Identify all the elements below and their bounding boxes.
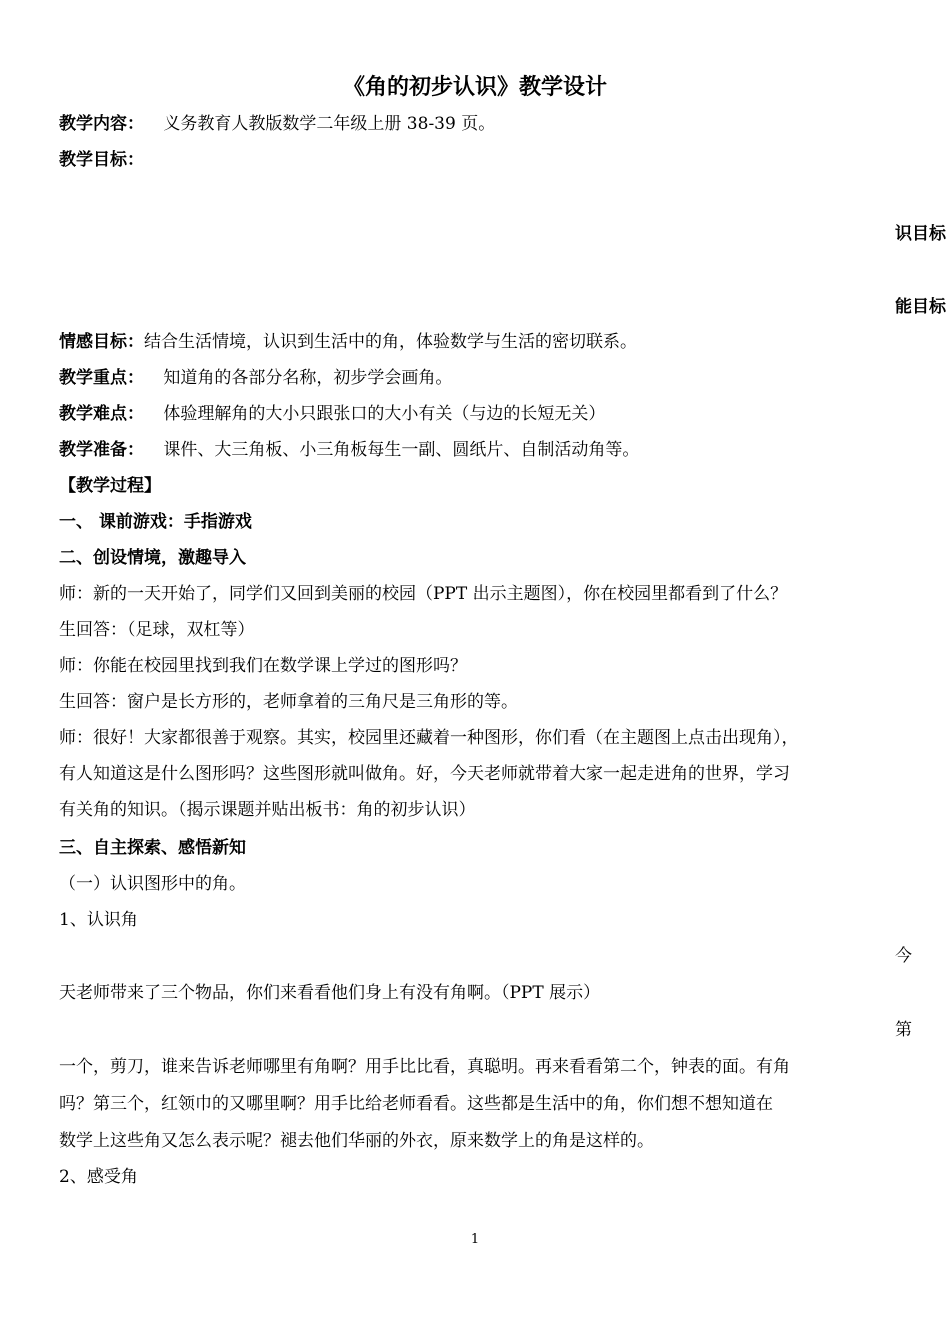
emotion-line — [59, 331, 637, 353]
difficulty-line — [59, 403, 605, 425]
section-heading-1: 一、 课前游戏：手指游戏 — [59, 512, 252, 532]
paragraph-line: 一个，剪刀，谁来告诉老师哪里有角啊？用手比比看，真聪明。再来看看第二个，钟表的面。有角 — [59, 1057, 790, 1077]
focus-line — [59, 367, 452, 389]
section-heading-3: 三、自主探索、感悟新知 — [59, 838, 246, 858]
process-heading: 【教学过程】 — [59, 476, 161, 496]
paragraph-line: 有关角的知识。（揭示课题并贴出板书：角的初步认识） — [59, 800, 476, 820]
page-number: 1 — [470, 1232, 480, 1247]
paragraph-line: 数学上这些角又怎么表示呢？褪去他们华丽的外衣，原来数学上的角是这样的。 — [59, 1131, 654, 1151]
item-heading-1: 1、认识角 — [59, 910, 138, 930]
emotion-text: 结合生活情境，认识到生活中的角，体验数学与生活的密切联系。 — [144, 332, 637, 352]
dialogue-line: 师：新的一天开始了，同学们又回到美丽的校园（PPT 出示主题图），你在校园里都看到了什么？ — [59, 584, 788, 604]
skill-goal-fragment: 能目标 — [895, 297, 946, 317]
paragraph-line: 师：很好！大家都很善于观察。其实，校园里还藏着一种图形，你们看（在主题图上点击出现角）， — [59, 728, 799, 748]
emotion-label: 情感目标： — [59, 332, 144, 352]
content-line — [59, 113, 495, 135]
paragraph-start-char: 今 — [895, 946, 912, 966]
goals-label: 教学目标： — [59, 150, 144, 170]
paragraph-line: 天老师带来了三个物品，你们来看看他们身上有没有角啊。（PPT 展示） — [59, 983, 601, 1003]
section-heading-2: 二、创设情境，激趣导入 — [59, 548, 246, 568]
dialogue-line: 师：你能在校园里找到我们在数学课上学过的图形吗？ — [59, 656, 467, 676]
dialogue-line: 生回答：窗户是长方形的，老师拿着的三角尺是三角形的等。 — [59, 692, 518, 712]
paragraph-line: 吗？第三个，红领巾的又哪里啊？用手比给老师看看。这些都是生活中的角，你们想不想知道在 — [59, 1094, 773, 1114]
content-label: 教学内容： — [59, 114, 144, 134]
prep-label: 教学准备： — [59, 440, 144, 460]
prep-text: 课件、大三角板、小三角板每生一副、圆纸片、自制活动角等。 — [163, 440, 640, 460]
paragraph-line: 有人知道这是什么图形吗？这些图形就叫做角。好，今天老师就带着大家一起走进角的世界，学习 — [59, 764, 790, 784]
difficulty-label: 教学难点： — [59, 404, 144, 424]
document-title: 《角的初步认识》教学设计 — [342, 75, 607, 100]
prep-line — [59, 439, 639, 461]
subsection-heading: （一）认识图形中的角。 — [59, 874, 246, 894]
dialogue-line: 生回答：（足球，双杠等） — [59, 620, 255, 640]
paragraph-start-char: 第 — [895, 1020, 912, 1040]
focus-label: 教学重点： — [59, 368, 144, 388]
content-text: 义务教育人教版数学二年级上册 38-39 页。 — [163, 114, 496, 134]
difficulty-text: 体验理解角的大小只跟张口的大小有关（与边的长短无关） — [163, 404, 606, 424]
item-heading-2: 2、感受角 — [59, 1167, 138, 1187]
focus-text: 知道角的各部分名称，初步学会画角。 — [163, 368, 453, 388]
knowledge-goal-fragment: 识目标 — [895, 224, 946, 244]
